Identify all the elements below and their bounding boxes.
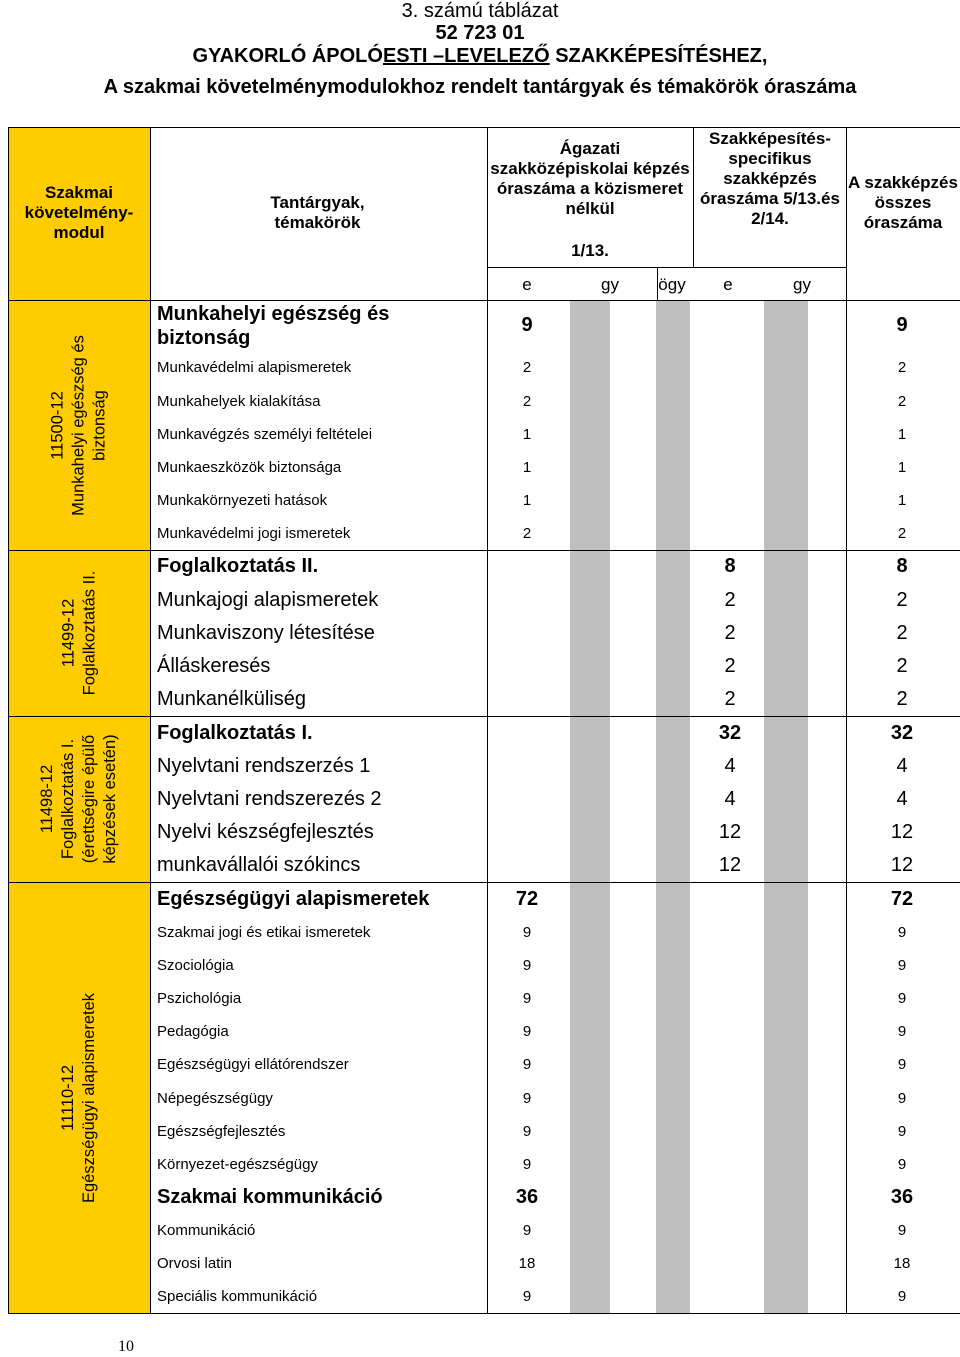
value-total: 1: [897, 426, 907, 443]
table-row: [150, 949, 960, 982]
value-e1: 9: [522, 924, 532, 941]
table-row: [150, 418, 960, 451]
table-row: [150, 1081, 960, 1115]
value-total: 2: [897, 392, 907, 410]
value-e1: 2: [522, 359, 532, 376]
title-part-3: SZAKKÉPESÍTÉSHEZ,: [549, 45, 768, 67]
module-name: Foglalkoztatás I.: [59, 738, 77, 860]
subject-name: Nyelvi készségfejlesztés: [157, 821, 374, 843]
value-total: 1: [897, 492, 907, 509]
value-total: 4: [896, 788, 908, 810]
subject-name: Pedagógia: [157, 1023, 229, 1040]
table-row: [150, 1148, 960, 1181]
value-e1: 9: [522, 1123, 532, 1140]
value-e1: 18: [518, 1255, 536, 1272]
subject-name: Munkaviszony létesítése: [157, 622, 375, 644]
value-e1: 9: [522, 957, 532, 974]
subject-name: Foglalkoztatás II.: [157, 555, 319, 577]
table-row: [150, 517, 960, 550]
module-name: Foglalkoztatás II.: [79, 570, 98, 696]
table-row: [150, 1115, 960, 1148]
table-row: [150, 716, 960, 750]
subject-name: Foglalkoztatás I.: [157, 721, 313, 744]
value-e2: 12: [718, 854, 742, 876]
value-e1: 1: [522, 492, 532, 509]
value-total: 32: [890, 721, 914, 744]
subject-name: Egészségügyi ellátórendszer: [157, 1056, 349, 1073]
agazati-year: 1/13.: [571, 241, 609, 260]
module-11498: [8, 716, 150, 882]
table-row: [150, 683, 960, 716]
table-row: [150, 351, 960, 384]
subject-name: Szakmai jogi és etikai ismeretek: [157, 924, 371, 941]
subject-name: Környezet-egészségügy: [157, 1156, 318, 1173]
table-row: [150, 750, 960, 783]
value-e2: 32: [718, 721, 742, 744]
subject-name: Pszichológia: [157, 990, 242, 1007]
table-row: [150, 1214, 960, 1247]
value-total: 9: [897, 1023, 907, 1040]
table-row: [150, 550, 960, 583]
value-total: 9: [896, 314, 908, 336]
table-row: [150, 617, 960, 650]
subject-column-header: Tantárgyak, témakörök: [270, 193, 365, 232]
subject-name: Munkahelyek kialakítása: [157, 392, 321, 410]
value-e1: 36: [515, 1186, 539, 1208]
module-11499: [8, 550, 150, 716]
value-total: 2: [896, 688, 908, 710]
value-total: 9: [897, 1056, 907, 1073]
sub-header-gy1: gy: [601, 275, 619, 294]
value-e1: 2: [522, 392, 532, 410]
value-e1: 1: [522, 459, 532, 476]
value-e1: 9: [522, 1222, 532, 1239]
value-e1: 9: [522, 990, 532, 1007]
table-row: [150, 484, 960, 517]
table-row: [150, 882, 960, 916]
value-total: 9: [897, 1089, 907, 1107]
module-code: 11110-12: [59, 1064, 77, 1132]
subject-name: Munkakörnyezeti hatások: [157, 492, 328, 509]
value-total: 36: [890, 1186, 914, 1208]
value-e1: 9: [522, 1288, 532, 1305]
subject-name: Speciális kommunikáció: [157, 1288, 318, 1305]
subject-name: Munkavédelmi jogi ismeretek: [157, 525, 351, 542]
subject-name: Álláskeresés: [157, 655, 271, 677]
subject-name: Egészségfejlesztés: [157, 1123, 286, 1140]
value-total: 18: [893, 1255, 911, 1272]
value-total: 72: [890, 887, 914, 910]
table-row: [150, 650, 960, 683]
table-row: [150, 849, 960, 882]
value-total: 12: [890, 854, 914, 876]
module-code: 11498-12: [38, 764, 56, 834]
subject-name: Nyelvtani rendszerzés 1: [157, 755, 371, 777]
specific-header: Szakképesítés-specifikus szakképzés óraszáma 5/13.és 2/14.: [700, 129, 840, 228]
table-row: [150, 1280, 960, 1313]
module-11500-text: [48, 320, 111, 530]
value-e1: 2: [522, 525, 532, 542]
value-total: 9: [897, 1222, 907, 1239]
subject-name: Munkavégzés személyi feltételei: [157, 426, 373, 443]
value-total: 9: [897, 1123, 907, 1140]
value-total: 2: [897, 525, 907, 542]
table-caption: 3. számú táblázat: [401, 0, 559, 22]
sub-header-gy2: gy: [793, 275, 811, 294]
table-row: [150, 1048, 960, 1081]
value-total: 9: [897, 957, 907, 974]
value-e1: 72: [515, 887, 539, 910]
module-name: Egészségügyi alapismeretek: [80, 992, 98, 1204]
value-total: 9: [897, 1288, 907, 1305]
subject-name: Munkajogi alapismeretek: [157, 588, 379, 611]
value-e2: 2: [724, 655, 736, 677]
value-e1: 9: [522, 1056, 532, 1073]
value-e2: 4: [724, 788, 736, 810]
value-e1: 9: [522, 1023, 532, 1040]
table-row: [150, 982, 960, 1015]
subject-name: Népegészségügy: [157, 1089, 273, 1107]
table-row: [150, 384, 960, 418]
title-part-1: GYAKORLÓ ÁPOLÓ: [192, 45, 383, 67]
value-total: 4: [896, 755, 908, 777]
value-total: 1: [897, 459, 907, 476]
subject-name: Munkaeszközök biztonsága: [157, 459, 342, 476]
module-column-header: Szakmai követelmény-modul: [24, 183, 134, 242]
module-11500: [8, 300, 150, 550]
value-total: 2: [897, 359, 907, 376]
table-row: [150, 300, 960, 351]
module-note: (érettségire épülő képzések esetén): [80, 734, 119, 864]
value-total: 8: [896, 555, 908, 577]
subject-name: Munkanélküliség: [157, 688, 306, 710]
value-e1: 9: [521, 314, 533, 336]
title-part-2: ESTI –LEVELEZŐ: [382, 45, 550, 67]
value-total: 2: [896, 588, 908, 611]
value-e1: 9: [522, 1089, 532, 1107]
module-11499-text: [58, 571, 100, 696]
subject-name: Szakmai kommunikáció: [157, 1186, 383, 1208]
subject-name: Orvosi latin: [157, 1255, 233, 1272]
value-total: 12: [890, 821, 914, 843]
table-row: [150, 816, 960, 849]
value-e2: 2: [724, 688, 736, 710]
value-total: 2: [896, 655, 908, 677]
sub-header-e1: e: [522, 275, 532, 294]
value-e2: 4: [724, 755, 736, 777]
subject-name: munkavállalói szókincs: [157, 854, 361, 876]
subject-name: Munkavédelmi alapismeretek: [157, 359, 352, 376]
value-e2: 2: [724, 622, 736, 644]
module-11110-text: [58, 993, 100, 1203]
table-row: [150, 451, 960, 484]
module-name: Munkahelyi egészség és biztonság: [69, 334, 109, 516]
module-code: 11499-12: [58, 598, 77, 668]
value-total: 9: [897, 924, 907, 941]
value-total: 2: [896, 622, 908, 644]
table-row: [150, 783, 960, 816]
subject-name: Szociológia: [157, 957, 234, 974]
subject-name: Munkahelyi egészség és biztonság: [157, 302, 390, 349]
qualification-code: 52 723 01: [435, 22, 525, 44]
subject-name: Egészségügyi alapismeretek: [157, 887, 430, 910]
module-11110: [8, 882, 150, 1314]
value-total: 9: [897, 990, 907, 1007]
value-e1: 1: [522, 426, 532, 443]
table-row: [150, 1181, 960, 1214]
value-e2: 12: [718, 821, 742, 843]
module-code: 11500-12: [48, 390, 67, 460]
sub-header-e2: e: [723, 275, 733, 294]
table-row: [150, 1247, 960, 1280]
page-number: 10: [118, 1338, 134, 1355]
table-row: [150, 1015, 960, 1048]
module-11498-text: [37, 719, 121, 879]
table-row: [150, 916, 960, 949]
value-total: 9: [897, 1156, 907, 1173]
agazati-header: Ágazati szakközépiskolai képzés óraszáma a közismeret nélkül: [490, 139, 690, 218]
total-header: A szakképzés összes óraszáma: [848, 173, 958, 232]
value-e1: 9: [522, 1156, 532, 1173]
table-subtitle: A szakmai követelménymodulokhoz rendelt tantárgyak és témakörök óraszáma: [103, 76, 857, 98]
subject-name: Nyelvtani rendszerezés 2: [157, 788, 382, 810]
value-e2: 2: [724, 588, 736, 611]
table-row: [150, 583, 960, 617]
sub-header-ogy: ögy: [658, 275, 686, 294]
value-e2: 8: [724, 555, 736, 577]
subject-name: Kommunikáció: [157, 1222, 256, 1239]
